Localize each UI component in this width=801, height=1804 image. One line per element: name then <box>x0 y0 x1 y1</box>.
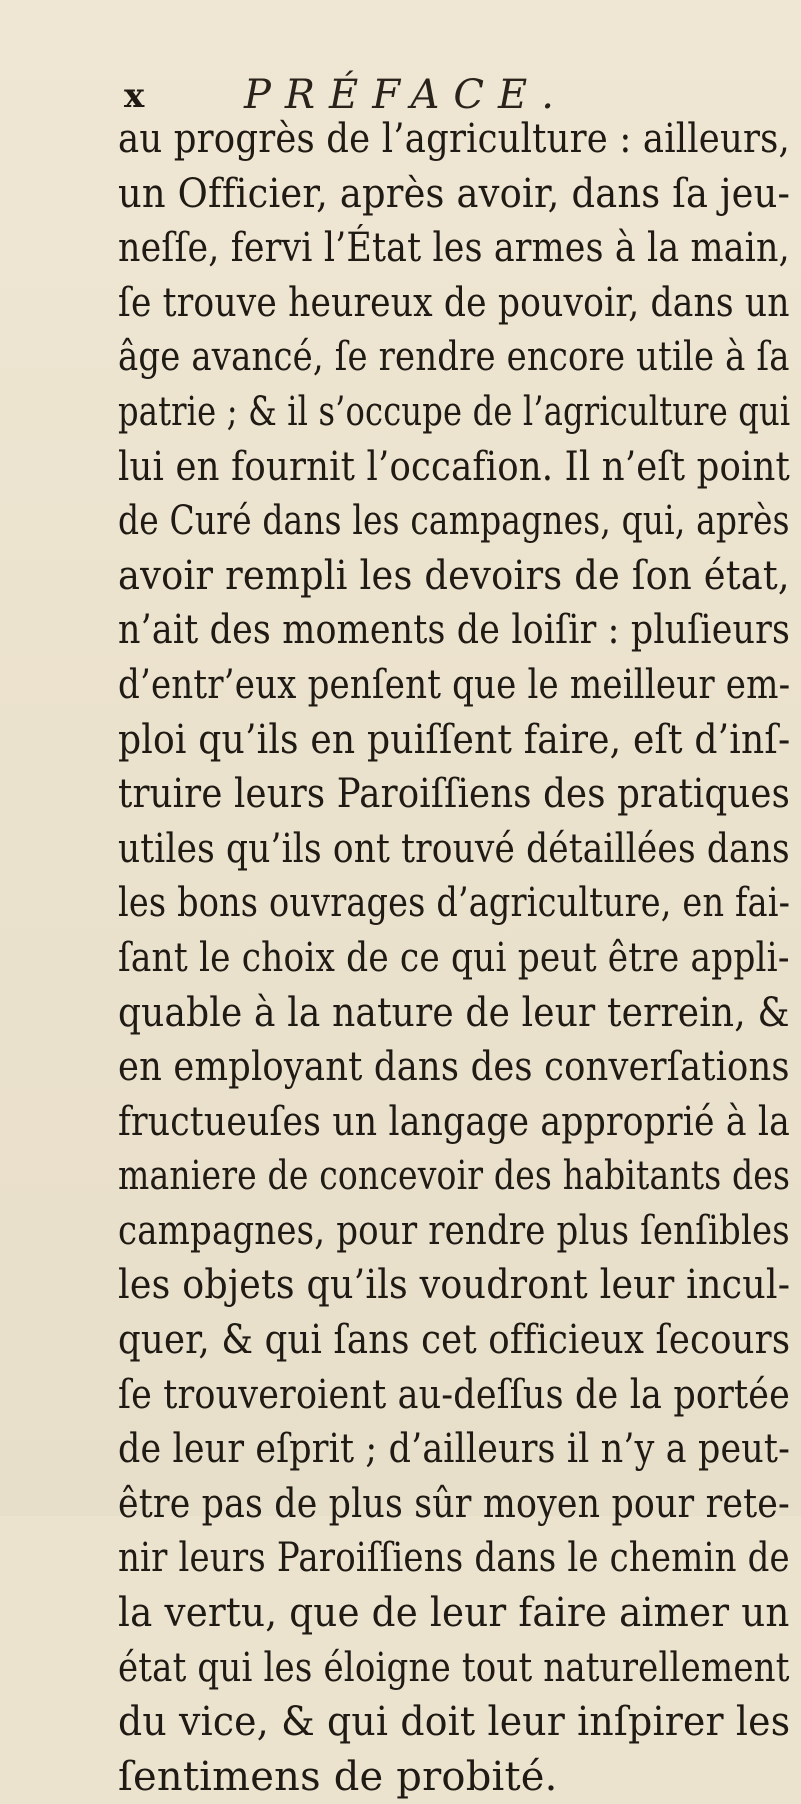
text-line: ploi qu’ils en puiſſent faire, eſt d’inſ- <box>118 716 791 763</box>
text-line: d’entr’eux penſent que le meilleur em- <box>118 661 791 708</box>
text-line: n’ait des moments de loiſir : pluſieurs <box>118 607 791 654</box>
text-line: campagnes, pour rendre plus ſenſibles <box>118 1207 790 1254</box>
text-line: âge avancé, ſe rendre encore utile à ſa <box>118 334 790 381</box>
text-line: les objets qu’ils voudront leur incul- <box>118 1262 791 1309</box>
text-line: fructueuſes un langage approprié à la <box>118 1098 790 1145</box>
text-line: utiles qu’ils ont trouvé détaillées dans <box>118 825 790 872</box>
text-line: de leur eſprit ; d’ailleurs il n’y a peut- <box>118 1426 791 1473</box>
text-line: en employant dans des converſations <box>118 1044 790 1091</box>
text-line: les bons ouvrages d’agriculture, en fai- <box>118 880 791 927</box>
text-line: état qui les éloigne tout naturellement <box>118 1644 790 1691</box>
text-line: ſe trouveroient au-deſſus de la portée <box>118 1371 790 1418</box>
text-line: ſentimens de probité. <box>118 1753 558 1800</box>
text-line: ſe trouve heureux de pouvoir, dans un <box>118 279 790 326</box>
text-line: quable à la nature de leur terrein, & <box>118 989 790 1036</box>
page-folio: x <box>124 76 145 116</box>
text-line: neſſe, fervi l’État les armes à la main, <box>118 225 790 272</box>
running-head-title: PRÉFACE. <box>244 72 568 118</box>
text-line: truire leurs Paroiſſiens des pratiques <box>118 771 791 818</box>
text-line: maniere de concevoir des habitants des <box>118 1153 791 1200</box>
text-line: au progrès de l’agriculture : ailleurs, <box>118 116 790 162</box>
text-line: patrie ; & il s’occupe de l’agriculture qui <box>118 388 791 435</box>
text-line: être pas de plus sûr moyen pour rete- <box>118 1480 790 1527</box>
text-line: la vertu, que de leur faire aimer un <box>118 1590 790 1637</box>
text-line: ſant le choix de ce qui peut être appli- <box>118 934 790 981</box>
text-line: nir leurs Paroiſſiens dans le chemin de <box>118 1535 790 1582</box>
text-line: quer, & qui ſans cet officieux ſecours <box>118 1317 791 1364</box>
body-text <box>118 112 798 1804</box>
text-line: du vice, & qui doit leur inſpirer les <box>118 1699 791 1746</box>
text-line: de Curé dans les campagnes, qui, après <box>118 498 790 545</box>
text-line: un Officier, après avoir, dans ſa jeu- <box>118 170 791 217</box>
text-line: lui en fournit l’occafion. Il n’eſt point <box>118 443 790 490</box>
text-line: avoir rempli les devoirs de ſon état, <box>118 552 790 599</box>
